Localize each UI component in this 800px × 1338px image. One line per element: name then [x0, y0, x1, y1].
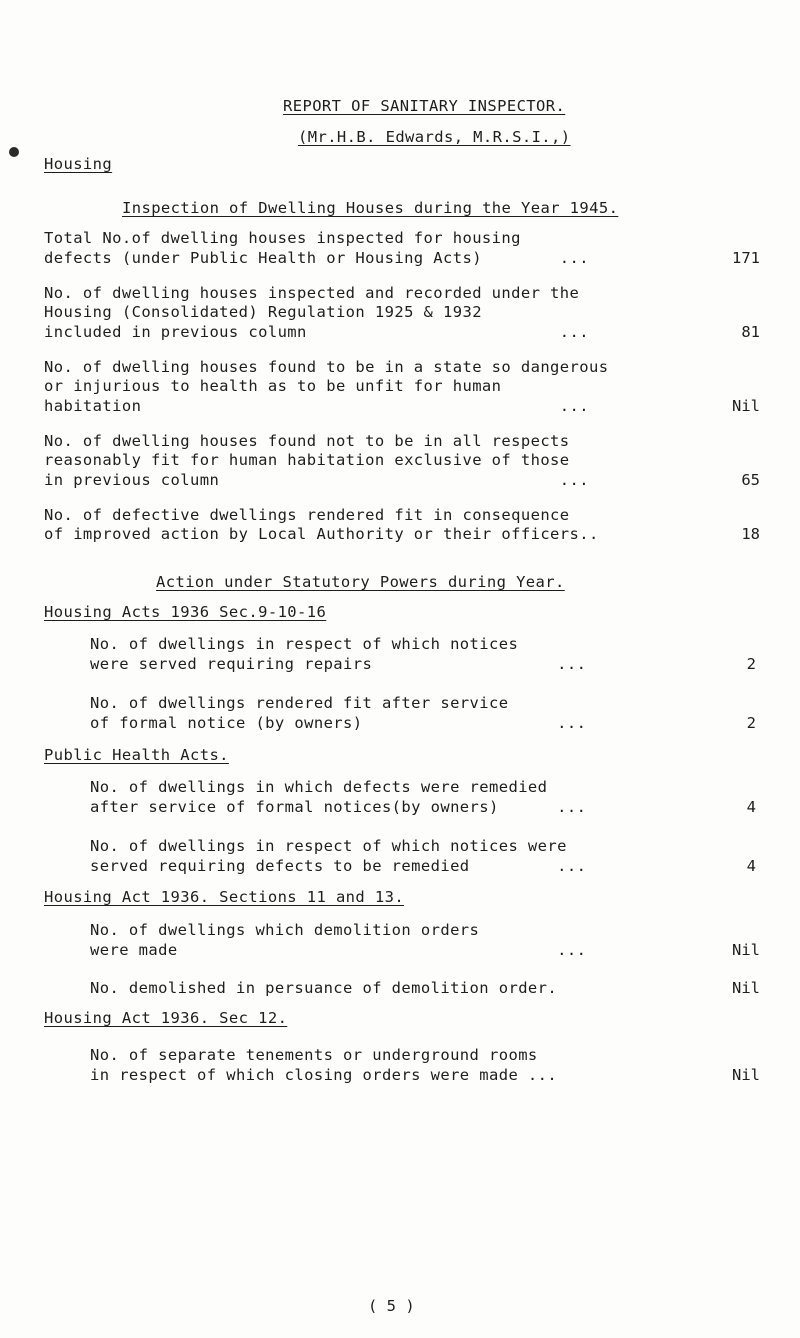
inspection-item-4-line-2: reasonably fit for human habitation exclusive of those — [44, 451, 570, 469]
page-number: ( 5 ) — [368, 1297, 415, 1315]
inspection-item-5-line-1: No. of defective dwellings rendered fit in consequence — [44, 506, 570, 524]
group-1-item-1-value: 2 — [746, 655, 756, 673]
group-3-heading: Housing Act 1936. Sections 11 and 13. — [44, 888, 405, 906]
inspection-item-3-line-1: No. of dwelling houses found to be in a state so dangerous — [44, 358, 609, 376]
group-1-item-2-value: 2 — [746, 714, 756, 732]
group-4-item-1-line-1: No. of separate tenements or underground rooms — [90, 1046, 538, 1064]
inspection-item-3-line-2: or injurious to health as to be unfit for human — [44, 377, 502, 395]
inspection-item-1-value: 171 — [732, 249, 760, 267]
group-4-item-1-value: Nil — [732, 1066, 760, 1084]
inspection-heading: Inspection of Dwelling Houses during the Year 1945. — [122, 199, 619, 217]
section-label-housing: Housing — [44, 155, 113, 173]
group-3-item-1-line-1: No. of dwellings which demolition orders — [90, 921, 480, 939]
group-3-item-1-value: Nil — [732, 941, 760, 959]
inspection-item-5-value: 18 — [741, 525, 760, 543]
group-1-item-1-line-2: were served requiring repairs ... — [90, 655, 587, 673]
inspection-item-2-value: 81 — [741, 323, 760, 341]
group-2-item-1-value: 4 — [746, 798, 756, 816]
group-3-item-2-line-1: No. demolished in persuance of demolition order. — [90, 979, 558, 997]
inspection-item-1-line-1: Total No.of dwelling houses inspected for housing — [44, 229, 521, 247]
inspection-item-2-line-2: Housing (Consolidated) Regulation 1925 & 1932 — [44, 303, 482, 321]
inspection-item-4-line-3: in previous column ... — [44, 471, 589, 489]
group-2-item-2-line-1: No. of dwellings in respect of which notices were — [90, 837, 567, 855]
group-2-item-1-line-1: No. of dwellings in which defects were remedied — [90, 778, 548, 796]
inspection-item-1-line-2: defects (under Public Health or Housing Acts) ... — [44, 249, 589, 267]
inspection-item-3-line-3: habitation ... — [44, 397, 589, 415]
group-2-item-2-value: 4 — [746, 857, 756, 875]
report-author: (Mr.H.B. Edwards, M.R.S.I.,) — [298, 128, 571, 146]
group-2-heading: Public Health Acts. — [44, 746, 229, 764]
inspection-item-2-line-3: included in previous column ... — [44, 323, 589, 341]
group-4-item-1-line-2: in respect of which closing orders were made ... — [90, 1066, 558, 1084]
group-3-item-1-line-2: were made ... — [90, 941, 587, 959]
inspection-item-2-line-1: No. of dwelling houses inspected and recorded under the — [44, 284, 580, 302]
group-1-heading: Housing Acts 1936 Sec.9-10-16 — [44, 603, 327, 621]
group-4-heading: Housing Act 1936. Sec 12. — [44, 1009, 288, 1027]
inspection-item-5-line-2: of improved action by Local Authority or their officers.. — [44, 525, 599, 543]
group-1-item-2-line-1: No. of dwellings rendered fit after service — [90, 694, 509, 712]
inspection-item-4-value: 65 — [741, 471, 760, 489]
group-3-item-2-value: Nil — [732, 979, 760, 997]
statutory-heading: Action under Statutory Powers during Year. — [156, 573, 565, 591]
report-title: REPORT OF SANITARY INSPECTOR. — [283, 97, 566, 115]
scan-mark — [9, 147, 19, 157]
inspection-item-4-line-1: No. of dwelling houses found not to be in all respects — [44, 432, 570, 450]
group-1-item-2-line-2: of formal notice (by owners) ... — [90, 714, 587, 732]
inspection-item-3-value: Nil — [732, 397, 760, 415]
group-1-item-1-line-1: No. of dwellings in respect of which notices — [90, 635, 519, 653]
group-2-item-1-line-2: after service of formal notices(by owners) ... — [90, 798, 587, 816]
group-2-item-2-line-2: served requiring defects to be remedied ... — [90, 857, 587, 875]
